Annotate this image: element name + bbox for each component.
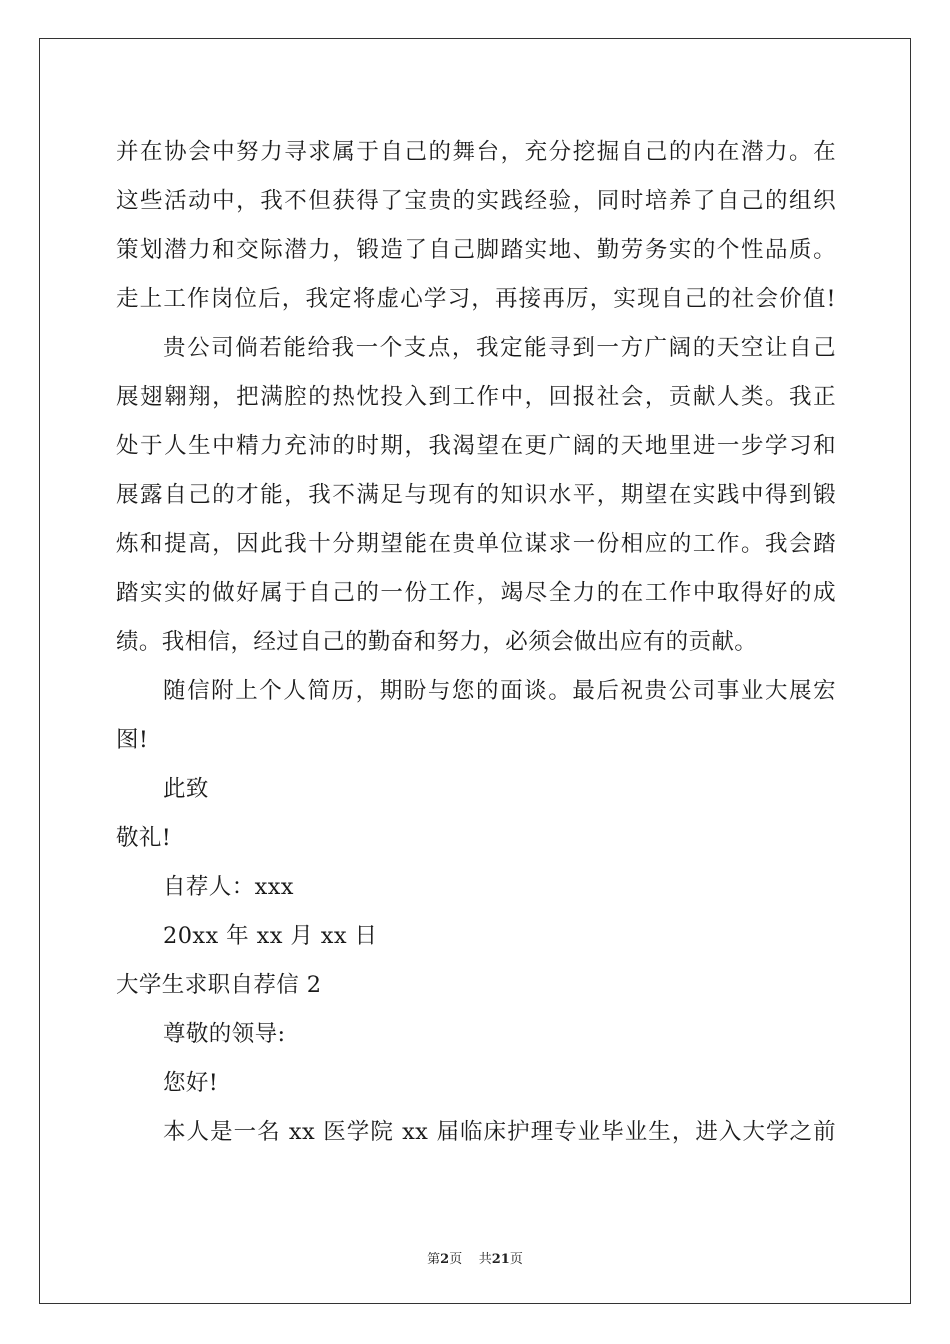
page-number: 2 bbox=[440, 1252, 450, 1267]
closing-line: 此致 bbox=[163, 776, 209, 802]
paragraph-line: 策划潜力和交际潜力，锻造了自己脚踏实地、勤劳务实的个性品质。 bbox=[116, 237, 836, 263]
paragraph-line: 踏实实的做好属于自己的一份工作，竭尽全力的在工作中取得好的成 bbox=[116, 580, 836, 606]
paragraph-line: 本人是一名 xx 医学院 xx 届临床护理专业毕业生，进入大学之前 bbox=[163, 1119, 836, 1145]
paragraph-line: 绩。我相信，经过自己的勤奋和努力，必须会做出应有的贡献。 bbox=[116, 629, 758, 655]
total-suffix: 页 bbox=[509, 1252, 523, 1267]
salutation-line: 尊敬的领导: bbox=[163, 1021, 286, 1047]
paragraph-line: 并在协会中努力寻求属于自己的舞台，充分挖掘自己的内在潜力。在 bbox=[116, 139, 836, 165]
paragraph-line: 炼和提高，因此我十分期望能在贵单位谋求一份相应的工作。我会踏 bbox=[116, 531, 836, 557]
total-prefix: 共 bbox=[478, 1252, 492, 1267]
paragraph-line: 图! bbox=[116, 727, 149, 753]
paragraph-line: 随信附上个人简历，期盼与您的面谈。最后祝贵公司事业大展宏 bbox=[163, 678, 836, 704]
date-line: 20xx 年 xx 月 xx 日 bbox=[163, 923, 378, 949]
paragraph-line: 这些活动中，我不但获得了宝贵的实践经验，同时培养了自己的组织 bbox=[116, 188, 836, 214]
closing-salute: 敬礼! bbox=[116, 825, 172, 851]
signer-line: 自荐人：xxx bbox=[163, 874, 294, 900]
page-prefix: 第 bbox=[427, 1252, 441, 1267]
paragraph-line: 处于人生中精力充沛的时期，我渴望在更广阔的天地里进一步学习和 bbox=[116, 433, 836, 459]
paragraph-line: 展露自己的才能，我不满足与现有的知识水平，期望在实践中得到锻 bbox=[116, 482, 836, 508]
total-pages: 21 bbox=[491, 1252, 510, 1267]
paragraph-line: 贵公司倘若能给我一个支点，我定能寻到一方广阔的天空让自己 bbox=[163, 335, 836, 361]
page-footer bbox=[0, 1248, 950, 1267]
greeting-line: 您好! bbox=[163, 1070, 219, 1096]
paragraph-line: 展翅翱翔，把满腔的热忱投入到工作中，回报社会，贡献人类。我正 bbox=[116, 384, 836, 410]
section-heading: 大学生求职自荐信 2 bbox=[116, 972, 322, 998]
paragraph-line: 走上工作岗位后，我定将虚心学习，再接再厉，实现自己的社会价值! bbox=[116, 286, 836, 312]
page-suffix: 页 bbox=[449, 1252, 463, 1267]
document-body bbox=[116, 128, 836, 1157]
